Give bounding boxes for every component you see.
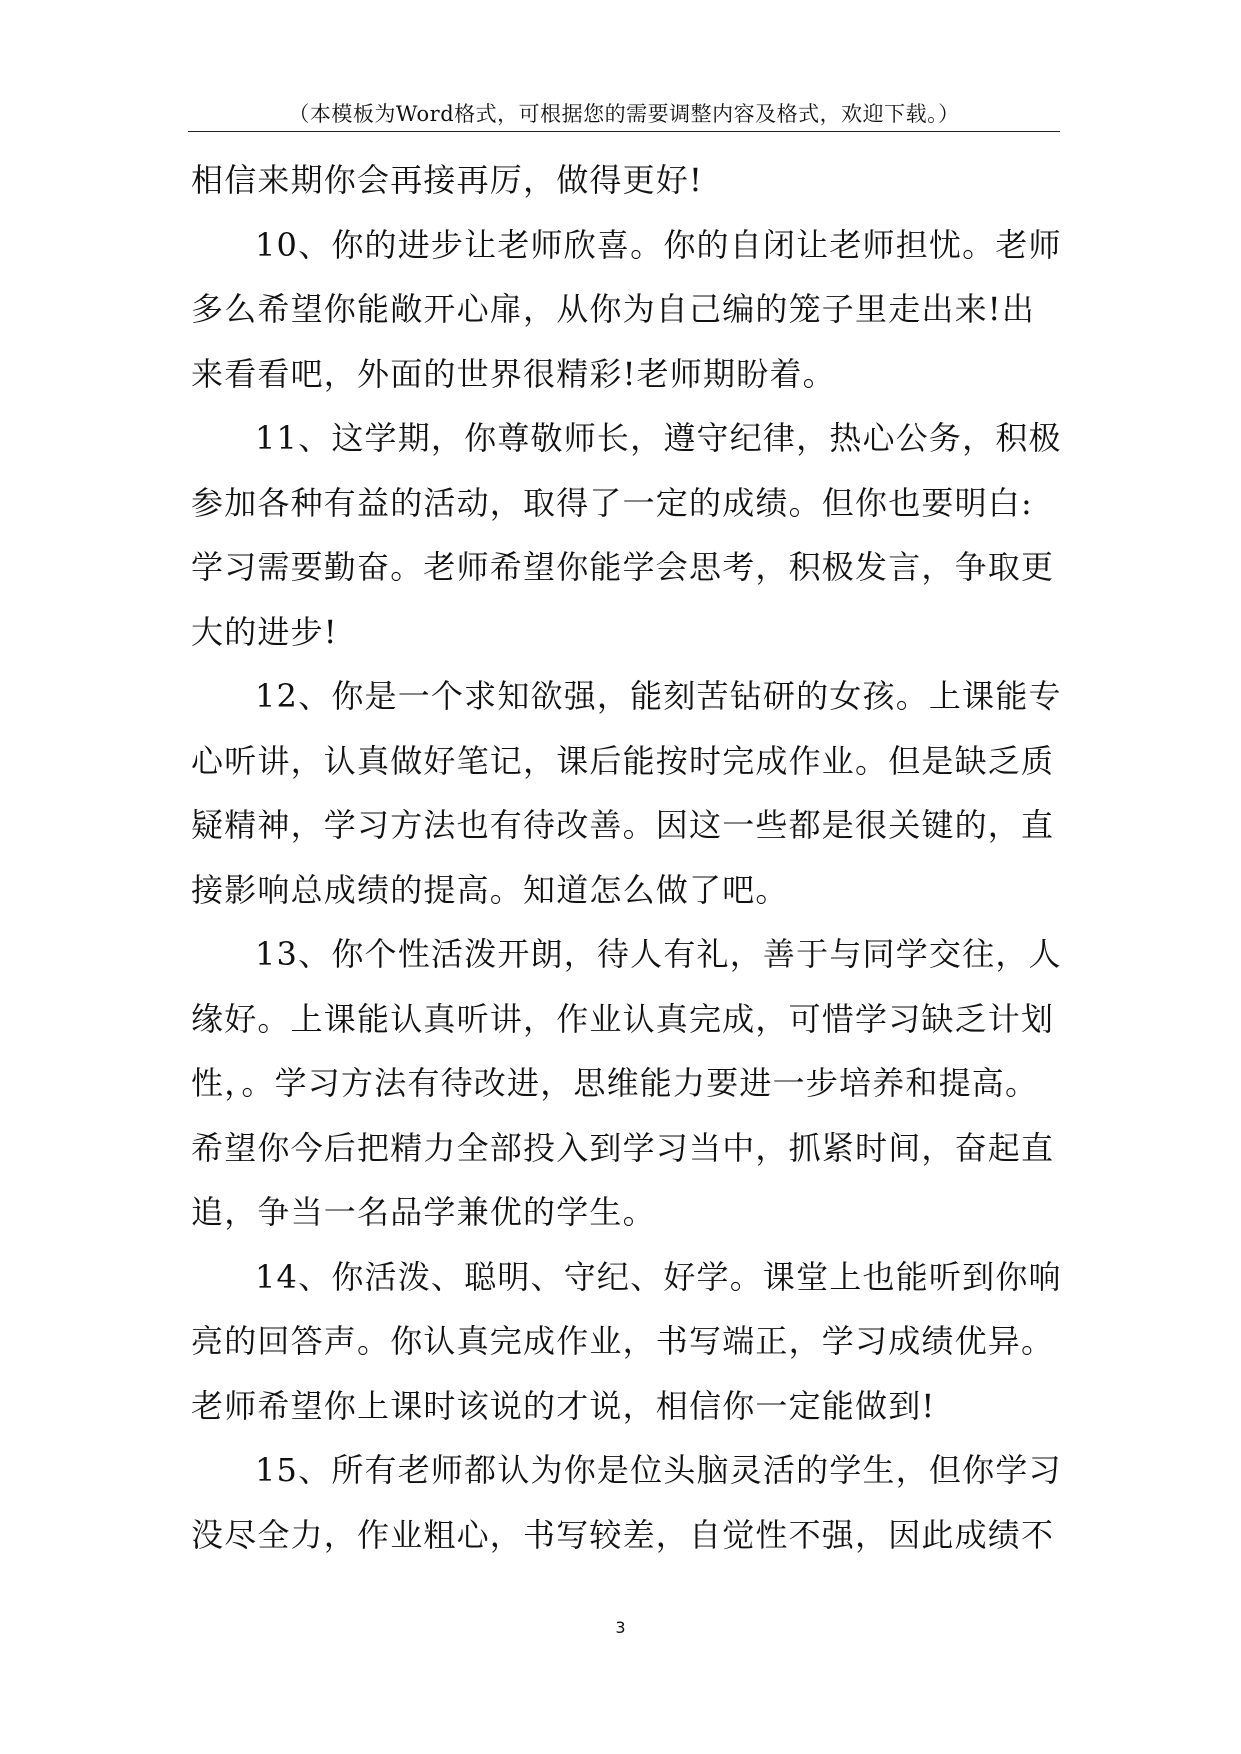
body-line: 心听讲，认真做好笔记，课后能按时完成作业。但是缺乏质 [191, 741, 1055, 780]
header-divider [188, 131, 1060, 132]
paragraph-11-line: 11、这学期，你尊敬师长，遵守纪律，热心公务，积极 [255, 419, 1062, 457]
body-line: 希望你今后把精力全部投入到学习当中，抓紧时间，奋起直 [191, 1128, 1055, 1167]
paragraph-10-line: 10、你的进步让老师欣喜。你的自闭让老师担忧。老师 [255, 225, 1062, 264]
body-line: 亮的回答声。你认真完成作业，书写端正，学习成绩优异。 [191, 1322, 1055, 1360]
page-number: 3 [615, 1618, 626, 1637]
header-notice: （本模板为Word格式，可根据您的需要调整内容及格式，欢迎下载。） [288, 102, 960, 126]
paragraph-15-line: 15、所有老师都认为你是位头脑灵活的学生，但你学习 [255, 1451, 1062, 1489]
body-line: 参加各种有益的活动，取得了一定的成绩。但你也要明白: [191, 483, 1033, 522]
body-line: 缘好。上课能认真听讲，作业认真完成，可惜学习缺乏计划 [191, 999, 1055, 1038]
document-body [191, 148, 1061, 1567]
body-line: 没尽全力，作业粗心，书写较差，自觉性不强，因此成绩不 [191, 1515, 1055, 1554]
body-line: 追，争当一名品学兼优的学生。 [191, 1193, 656, 1231]
body-line: 大的进步! [191, 612, 338, 651]
body-line: 疑精神，学习方法也有待改善。因这一些都是很关键的，直 [191, 806, 1055, 844]
body-line: 相信来期你会再接再厉，做得更好! [191, 161, 704, 199]
body-line: 接影响总成绩的提高。知道怎么做了吧。 [191, 870, 789, 909]
paragraph-14-line: 14、你活泼、聪明、守纪、好学。课堂上也能听到你响 [255, 1257, 1062, 1296]
body-line: 学习需要勤奋。老师希望你能学会思考，积极发言，争取更 [191, 548, 1055, 586]
body-line: 多么希望你能敞开心扉，从你为自己编的笼子里走出来!出 [191, 290, 1036, 328]
body-line: 老师希望你上课时该说的才说，相信你一定能做到! [191, 1386, 936, 1425]
body-line: 来看看吧，外面的世界很精彩!老师期盼着。 [191, 354, 836, 393]
paragraph-12-line: 12、你是一个求知欲强，能刻苦钻研的女孩。上课能专 [255, 677, 1062, 715]
paragraph-13-line: 13、你个性活泼开朗，待人有礼，善于与同学交往，人 [255, 935, 1062, 973]
body-line: 性，。学习方法有待改进，思维能力要进一步培养和提高。 [191, 1064, 1039, 1102]
